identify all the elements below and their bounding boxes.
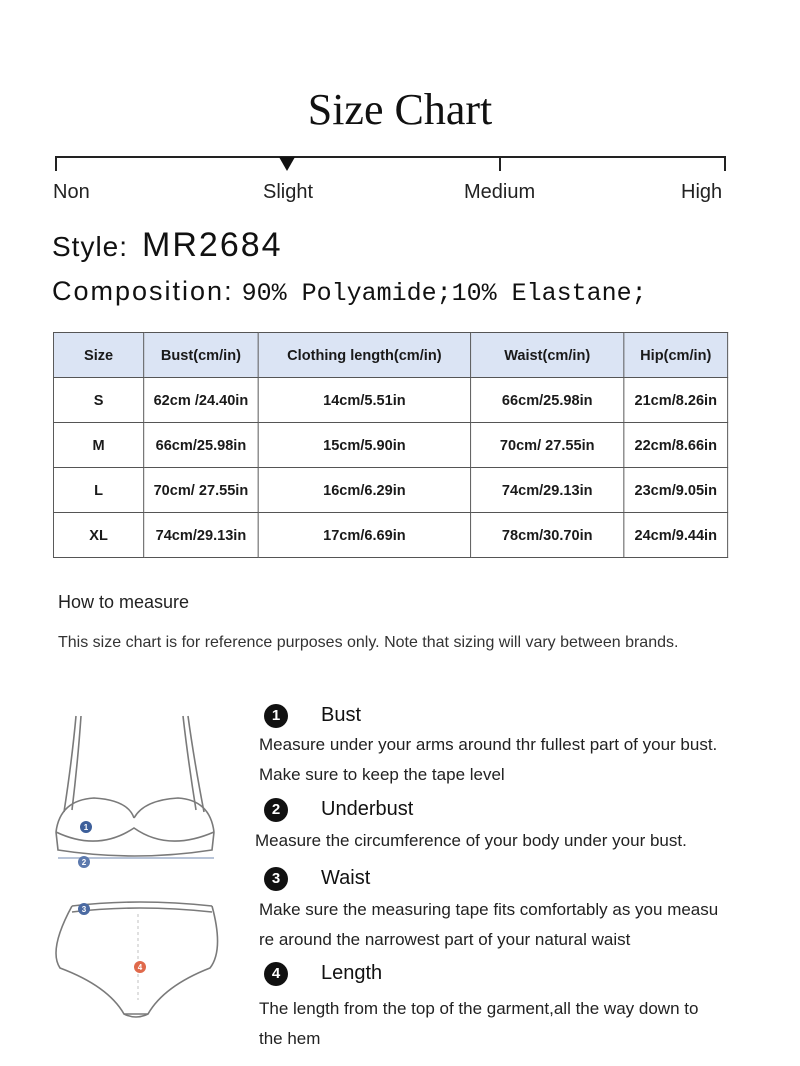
table-row xyxy=(53,423,727,468)
style-line xyxy=(52,226,283,265)
header-bust: Bust(cm/in) xyxy=(144,333,258,378)
illustration-marker-4: 4 xyxy=(137,963,143,972)
scale-line xyxy=(55,156,726,158)
number-3-icon: 3 xyxy=(264,867,288,891)
measure-title-bust: Bust xyxy=(321,704,362,726)
illustration-marker-2: 2 xyxy=(81,858,87,867)
bikini-outline-icon xyxy=(48,700,228,1030)
table-row xyxy=(53,378,727,423)
table-cell: XL xyxy=(53,513,143,558)
table-cell: S xyxy=(53,378,143,423)
page-title: Size Chart xyxy=(307,85,493,134)
table-cell: 15cm/5.90in xyxy=(258,423,470,468)
size-table xyxy=(53,332,728,558)
table-cell: 62cm /24.40in xyxy=(144,378,258,423)
table-cell: 66cm/25.98in xyxy=(471,378,624,423)
scale-label-slight: Slight xyxy=(263,181,314,203)
table-row xyxy=(53,468,727,513)
illustration-marker-1: 1 xyxy=(83,823,89,832)
table-cell: L xyxy=(53,468,143,513)
measure-desc-line: re around the narrowest part of your natural waist xyxy=(259,930,631,949)
table-cell: 24cm/9.44in xyxy=(624,513,728,558)
style-label: Style: xyxy=(52,231,129,262)
measure-desc-line: the hem xyxy=(259,1029,321,1048)
composition-value: 90% Polyamide;10% Elastane; xyxy=(241,279,647,308)
table-cell: 78cm/30.70in xyxy=(471,513,624,558)
selected-marker-icon xyxy=(279,157,295,171)
measure-desc-line: Make sure the measuring tape fits comfortably as you measu xyxy=(259,900,719,919)
how-to-measure-title: How to measure xyxy=(58,592,190,612)
table-cell: 74cm/29.13in xyxy=(144,513,258,558)
table-cell: 66cm/25.98in xyxy=(144,423,258,468)
table-cell: 22cm/8.66in xyxy=(624,423,728,468)
measure-title-underbust: Underbust xyxy=(321,798,414,820)
table-cell: 74cm/29.13in xyxy=(471,468,624,513)
table-cell: 16cm/6.29in xyxy=(258,468,470,513)
how-to-measure-note: This size chart is for reference purposes only. Note that sizing will vary between brands. xyxy=(58,634,679,651)
measure-desc-line: Make sure to keep the tape level xyxy=(259,765,505,784)
scale-label-high: High xyxy=(681,181,723,203)
table-cell: 17cm/6.69in xyxy=(258,513,470,558)
header-size: Size xyxy=(53,333,143,378)
number-2-icon: 2 xyxy=(264,798,288,822)
table-header-row xyxy=(53,333,727,378)
composition-line xyxy=(52,276,647,308)
scale-label-medium: Medium xyxy=(464,181,536,203)
table-cell: 70cm/ 27.55in xyxy=(144,468,258,513)
table-cell: 70cm/ 27.55in xyxy=(471,423,624,468)
number-1-icon: 1 xyxy=(264,704,288,728)
measure-title-length: Length xyxy=(321,962,383,984)
header-hip: Hip(cm/in) xyxy=(624,333,728,378)
composition-label: Composition: xyxy=(52,276,234,306)
table-cell: 14cm/5.51in xyxy=(258,378,470,423)
measure-desc-line: Measure the circumference of your body under your bust. xyxy=(255,831,687,850)
scale-label-non: Non xyxy=(53,181,90,203)
table-cell: 21cm/8.26in xyxy=(624,378,728,423)
scale-tick-medium xyxy=(499,156,501,171)
table-row xyxy=(53,513,727,558)
scale-tick-non xyxy=(55,156,57,171)
number-4-icon: 4 xyxy=(264,962,288,986)
header-clothing-length: Clothing length(cm/in) xyxy=(258,333,470,378)
header-waist: Waist(cm/in) xyxy=(471,333,624,378)
style-value: MR2684 xyxy=(142,226,283,264)
scale-tick-high xyxy=(724,156,726,171)
table-cell: M xyxy=(53,423,143,468)
measure-desc-line: Measure under your arms around thr fullest part of your bust. xyxy=(259,735,718,754)
measure-title-waist: Waist xyxy=(321,867,371,889)
measure-desc-line: The length from the top of the garment,all the way down to xyxy=(259,999,699,1018)
illustration-marker-3: 3 xyxy=(81,905,87,914)
table-cell: 23cm/9.05in xyxy=(624,468,728,513)
